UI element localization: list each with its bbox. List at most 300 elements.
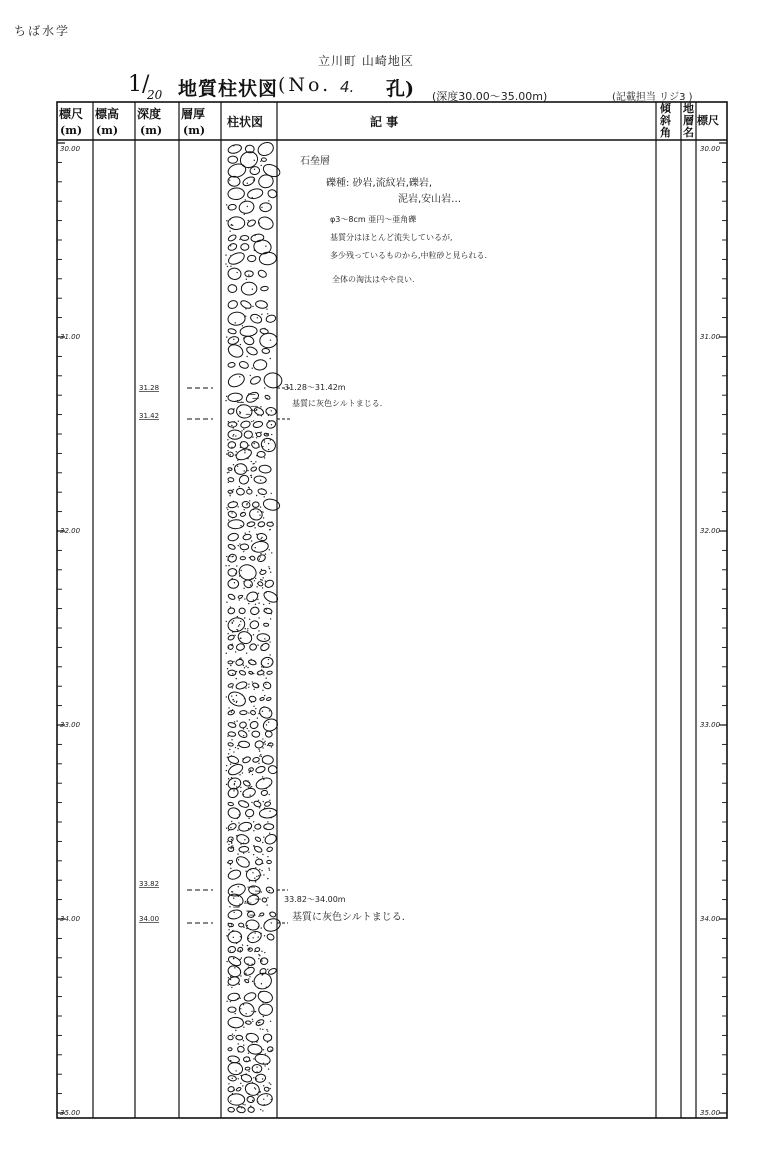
sand-dot [226, 653, 227, 654]
header-formation-1: 地 [683, 102, 694, 115]
sand-dot [232, 1093, 233, 1094]
sand-dot [240, 412, 241, 413]
pebble [227, 836, 233, 842]
pebble [236, 629, 253, 645]
sand-dot [230, 848, 231, 849]
sand-dot [243, 470, 244, 471]
sand-dot [239, 624, 240, 625]
sand-dot [254, 550, 255, 551]
sand-dot [233, 501, 234, 502]
pebble [228, 1035, 233, 1040]
sand-dot [243, 551, 244, 552]
pebble [267, 522, 274, 526]
sand-dot [243, 429, 244, 430]
pebble [240, 420, 251, 429]
scale-label-right: 33.00 [700, 721, 721, 729]
sand-dot [258, 602, 259, 603]
note-sub2-range: 33.82〜34.00m [284, 895, 346, 904]
pebble [226, 787, 239, 800]
pebble [263, 623, 268, 626]
header-scale-left-unit: (m) [60, 124, 83, 137]
pebble [246, 929, 263, 944]
sand-dot [258, 610, 259, 611]
sand-dot [231, 821, 232, 822]
sand-dot [261, 537, 262, 538]
sand-dot [246, 928, 247, 929]
sand-dot [255, 547, 256, 548]
pebble [238, 741, 250, 749]
sand-dot [247, 1097, 248, 1098]
description-notes [284, 154, 487, 923]
sand-dot [228, 923, 229, 924]
sand-dot [247, 925, 248, 926]
sand-dot [237, 818, 238, 819]
pebble [261, 790, 268, 796]
sand-dot [235, 401, 236, 402]
sand-dot [236, 451, 237, 452]
sand-dot [259, 515, 260, 516]
sand-dot [229, 556, 230, 557]
sand-dot [230, 224, 231, 225]
sand-dot [233, 408, 234, 409]
pebble [265, 886, 274, 894]
sand-dot [231, 490, 232, 491]
corner-handwritten-note: ちば水学 [14, 24, 71, 38]
sand-dot [233, 427, 234, 428]
sand-dot [259, 755, 260, 756]
sand-dot [271, 493, 272, 494]
sand-dot [247, 206, 248, 207]
scale-label-left: 31.00 [60, 333, 81, 341]
sand-dot [230, 606, 231, 607]
sand-dot [231, 987, 232, 988]
sand-dot [265, 245, 266, 246]
sand-dot [256, 863, 257, 864]
sand-dot [239, 1106, 240, 1107]
sand-dot [248, 787, 249, 788]
sand-dot [235, 1013, 236, 1014]
sand-dot [263, 1099, 264, 1100]
pebble [266, 846, 273, 852]
sand-dot [260, 479, 261, 480]
sand-dot [250, 1022, 251, 1023]
sand-dot [227, 633, 228, 634]
sand-dot [238, 859, 239, 860]
pebble [247, 255, 256, 262]
sand-dot [269, 800, 270, 801]
sand-dot [259, 1022, 260, 1023]
pebble [228, 860, 233, 864]
sand-dot [233, 699, 234, 700]
sand-dot [267, 856, 268, 857]
sand-dot [240, 951, 241, 952]
sand-dot [269, 568, 270, 569]
sand-dot [248, 818, 249, 819]
sand-dot [234, 631, 235, 632]
sand-dot [230, 1001, 231, 1002]
pebble [228, 284, 237, 292]
sand-dot [233, 489, 234, 490]
sand-dot [261, 569, 262, 570]
sand-dot [261, 669, 262, 670]
pebble [257, 451, 265, 457]
sand-dot [253, 845, 254, 846]
sand-dot [260, 754, 261, 755]
sand-dot [248, 712, 249, 713]
sand-dot [249, 976, 250, 977]
sand-dot [252, 1021, 253, 1022]
sand-dot [227, 509, 228, 510]
pebble [245, 1067, 250, 1070]
sand-dot [244, 452, 245, 453]
pebble [227, 593, 235, 600]
pebble [254, 1053, 271, 1066]
sand-dot [252, 774, 253, 775]
sand-dot [269, 833, 270, 834]
sand-dot [248, 683, 249, 684]
pebble [242, 175, 256, 187]
sand-dot [242, 758, 243, 759]
pebble [252, 731, 260, 738]
pebble [257, 269, 268, 279]
sand-dot [263, 779, 264, 780]
sand-dot [243, 728, 244, 729]
pebble [259, 912, 264, 916]
sand-dot [260, 553, 261, 554]
sand-dot [257, 645, 258, 646]
sand-dot [253, 509, 254, 510]
pebble [267, 189, 278, 199]
scale-label-right: 32.00 [700, 527, 721, 535]
sand-dot [254, 580, 255, 581]
sand-dot [263, 801, 264, 802]
sand-dot [264, 935, 265, 936]
sand-dot [240, 950, 241, 951]
sand-dot [240, 1075, 241, 1076]
pebble [259, 465, 272, 474]
sand-dot [233, 464, 234, 465]
sand-dot [228, 830, 229, 831]
sand-dot [228, 482, 229, 483]
sand-dot [262, 645, 263, 646]
sand-dot [251, 702, 252, 703]
sand-dot [228, 844, 229, 845]
pebble [254, 740, 263, 748]
sand-dot [254, 250, 255, 251]
sand-dot [262, 974, 263, 975]
sand-dot [244, 979, 245, 980]
sand-dot [256, 1078, 257, 1079]
sand-dot [270, 1050, 271, 1051]
sand-dot [239, 814, 240, 815]
sand-dot [232, 1078, 233, 1079]
sand-dot [256, 785, 257, 786]
pebble [228, 217, 245, 230]
sand-dot [251, 421, 252, 422]
sand-dot [271, 664, 272, 665]
sand-dot [263, 706, 264, 707]
header-description: 記 事 [370, 115, 399, 129]
sand-dot [233, 937, 234, 938]
sand-dot [240, 959, 241, 960]
sand-dot [252, 368, 253, 369]
sand-dot [237, 998, 238, 999]
sand-dot [262, 1110, 263, 1111]
sand-dot [257, 685, 258, 686]
sand-dot [240, 621, 241, 622]
sand-dot [238, 421, 239, 422]
sand-dot [261, 959, 262, 960]
sand-dot [262, 1023, 263, 1024]
pebble [236, 643, 245, 651]
sand-dot [246, 1061, 247, 1062]
sand-dot [245, 628, 246, 629]
sand-dot [269, 890, 270, 891]
pebble [245, 390, 261, 404]
sand-dot [228, 421, 229, 422]
sand-dot [247, 945, 248, 946]
sand-dot [248, 522, 249, 523]
pebble [227, 806, 242, 820]
sand-dot [250, 769, 251, 770]
sand-dot [239, 1073, 240, 1074]
sand-dot [227, 736, 228, 737]
sand-dot [226, 827, 227, 828]
sand-dot [264, 952, 265, 953]
sand-dot [229, 230, 230, 231]
pebble [249, 555, 255, 561]
sand-dot [240, 525, 241, 526]
pebble [236, 404, 253, 420]
sand-dot [249, 531, 250, 532]
sand-dot [248, 445, 249, 446]
sand-dot [262, 511, 263, 512]
sand-dot [231, 578, 232, 579]
sand-dot [226, 961, 227, 962]
sand-dot [263, 667, 264, 668]
pebble [248, 1107, 255, 1113]
note-sub1-text: 基質に灰色シルトまじる. [292, 399, 383, 408]
sand-dot [260, 506, 261, 507]
sand-dot [247, 183, 248, 184]
sand-dot [233, 701, 234, 702]
sand-dot [271, 410, 272, 411]
sand-dot [260, 406, 261, 407]
sand-dot [256, 1023, 257, 1024]
sand-dot [266, 1029, 267, 1030]
header-depth: 深度 [137, 107, 162, 121]
pebble [245, 345, 258, 356]
sand-dot [254, 527, 255, 528]
sand-dot [239, 599, 240, 600]
sand-dot [242, 772, 243, 773]
pebble [243, 335, 256, 346]
sand-dot [258, 617, 259, 618]
sand-dot [243, 794, 244, 795]
sand-dot [258, 749, 259, 750]
scale-label-left: 34.00 [60, 915, 81, 923]
sand-dot [228, 472, 229, 473]
sand-dot [234, 582, 235, 583]
sand-dot [262, 776, 263, 777]
sand-dot [258, 763, 259, 764]
sand-dot [252, 681, 253, 682]
sand-dot [245, 870, 246, 871]
sand-dot [250, 635, 251, 636]
sand-dot [265, 592, 266, 593]
sand-dot [228, 707, 229, 708]
sand-dot [240, 570, 241, 571]
sand-dot [236, 720, 237, 721]
sand-dot [247, 1033, 248, 1034]
note-gravel-types-cont: 泥岩,安山岩… [398, 194, 462, 205]
pebble [236, 1087, 242, 1092]
sand-dot [257, 599, 258, 600]
sand-dot [230, 266, 231, 267]
sheet-title: 地質柱状図 [178, 78, 279, 100]
pebble [267, 860, 272, 863]
sand-dot [268, 794, 269, 795]
sand-dot [263, 517, 264, 518]
sand-dot [239, 486, 240, 487]
sand-dot [239, 413, 240, 414]
sand-dot [230, 864, 231, 865]
sand-dot [227, 757, 228, 758]
sand-dot [248, 966, 249, 967]
sand-dot [247, 395, 248, 396]
sand-dot [252, 289, 253, 290]
sand-dot [248, 730, 249, 731]
sand-dot [245, 1022, 246, 1023]
sand-dot [261, 207, 262, 208]
sand-dot [247, 628, 248, 629]
hole-number-label: (No. [278, 74, 332, 96]
sand-dot [247, 963, 248, 964]
sand-dot [247, 470, 248, 471]
sand-dot [268, 415, 269, 416]
sand-dot [231, 711, 232, 712]
sand-dot [261, 927, 262, 928]
pebble [242, 787, 257, 799]
scale-label-right: 34.00 [700, 915, 721, 923]
sand-dot [236, 272, 237, 273]
sand-dot [249, 1015, 250, 1016]
sand-dot [250, 1105, 251, 1106]
pebble [246, 868, 260, 881]
sand-dot [230, 827, 231, 828]
sand-dot [239, 575, 240, 576]
sand-dot [229, 926, 230, 927]
pebble [255, 836, 262, 842]
sand-dot [255, 663, 256, 664]
sand-dot [269, 603, 270, 604]
sand-dot [256, 876, 257, 877]
sand-dot [267, 1042, 268, 1043]
sand-dot [253, 821, 254, 822]
sand-dot [241, 441, 242, 442]
sand-dot [244, 509, 245, 510]
sand-dot [261, 756, 262, 757]
scale-label-left: 35.00 [60, 1109, 81, 1117]
pebble [256, 432, 261, 436]
sand-dot [229, 495, 230, 496]
sand-dot [242, 325, 243, 326]
sand-dot [243, 1045, 244, 1046]
sand-dot [249, 782, 250, 783]
sand-dot [229, 219, 230, 220]
pebble [228, 661, 233, 664]
sand-dot [243, 338, 244, 339]
sand-dot [233, 790, 234, 791]
sand-dot [237, 950, 238, 951]
pebble [228, 501, 239, 509]
sand-dot [258, 800, 259, 801]
sand-dot [252, 1100, 253, 1101]
sand-dot [271, 424, 272, 425]
pebble [238, 821, 253, 832]
sand-dot [248, 901, 249, 902]
pebble [239, 670, 247, 676]
sand-dot [244, 698, 245, 699]
columnar-log-pattern [225, 140, 282, 1113]
sand-dot [258, 936, 259, 937]
sand-dot [264, 496, 265, 497]
sand-dot [269, 810, 270, 811]
sand-dot [252, 1042, 253, 1043]
sand-dot [270, 439, 271, 440]
sand-dot [245, 780, 246, 781]
sand-dot [233, 661, 234, 662]
sand-dot [265, 553, 266, 554]
pebble [252, 502, 259, 508]
sand-dot [247, 630, 248, 631]
header-elevation-unit: (m) [96, 124, 119, 137]
sand-dot [233, 847, 234, 848]
sand-dot [227, 559, 228, 560]
sand-dot [253, 634, 254, 635]
sand-dot [243, 927, 244, 928]
sand-dot [235, 747, 236, 748]
sand-dot [269, 869, 270, 870]
pebble [265, 314, 276, 323]
sand-dot [257, 717, 258, 718]
sand-dot [266, 308, 267, 309]
scale-label-left: 33.00 [60, 721, 81, 729]
pebble [227, 299, 239, 309]
sand-dot [261, 649, 262, 650]
pebble [256, 554, 266, 563]
sand-dot [241, 513, 242, 514]
sand-dot [237, 466, 238, 467]
sand-dot [257, 415, 258, 416]
sand-dot [258, 1022, 259, 1023]
sand-dot [228, 778, 229, 779]
sand-dot [228, 929, 229, 930]
sand-dot [253, 673, 254, 674]
sand-dot [231, 842, 232, 843]
sand-dot [258, 593, 259, 594]
sand-dot [268, 566, 269, 567]
pebble [228, 362, 236, 368]
sand-dot [253, 443, 254, 444]
sand-dot [270, 1084, 271, 1085]
sand-dot [242, 687, 243, 688]
sand-dot [248, 1071, 249, 1072]
pebble [228, 731, 236, 736]
sand-dot [271, 613, 272, 614]
pebble [227, 822, 237, 831]
sand-dot [255, 708, 256, 709]
